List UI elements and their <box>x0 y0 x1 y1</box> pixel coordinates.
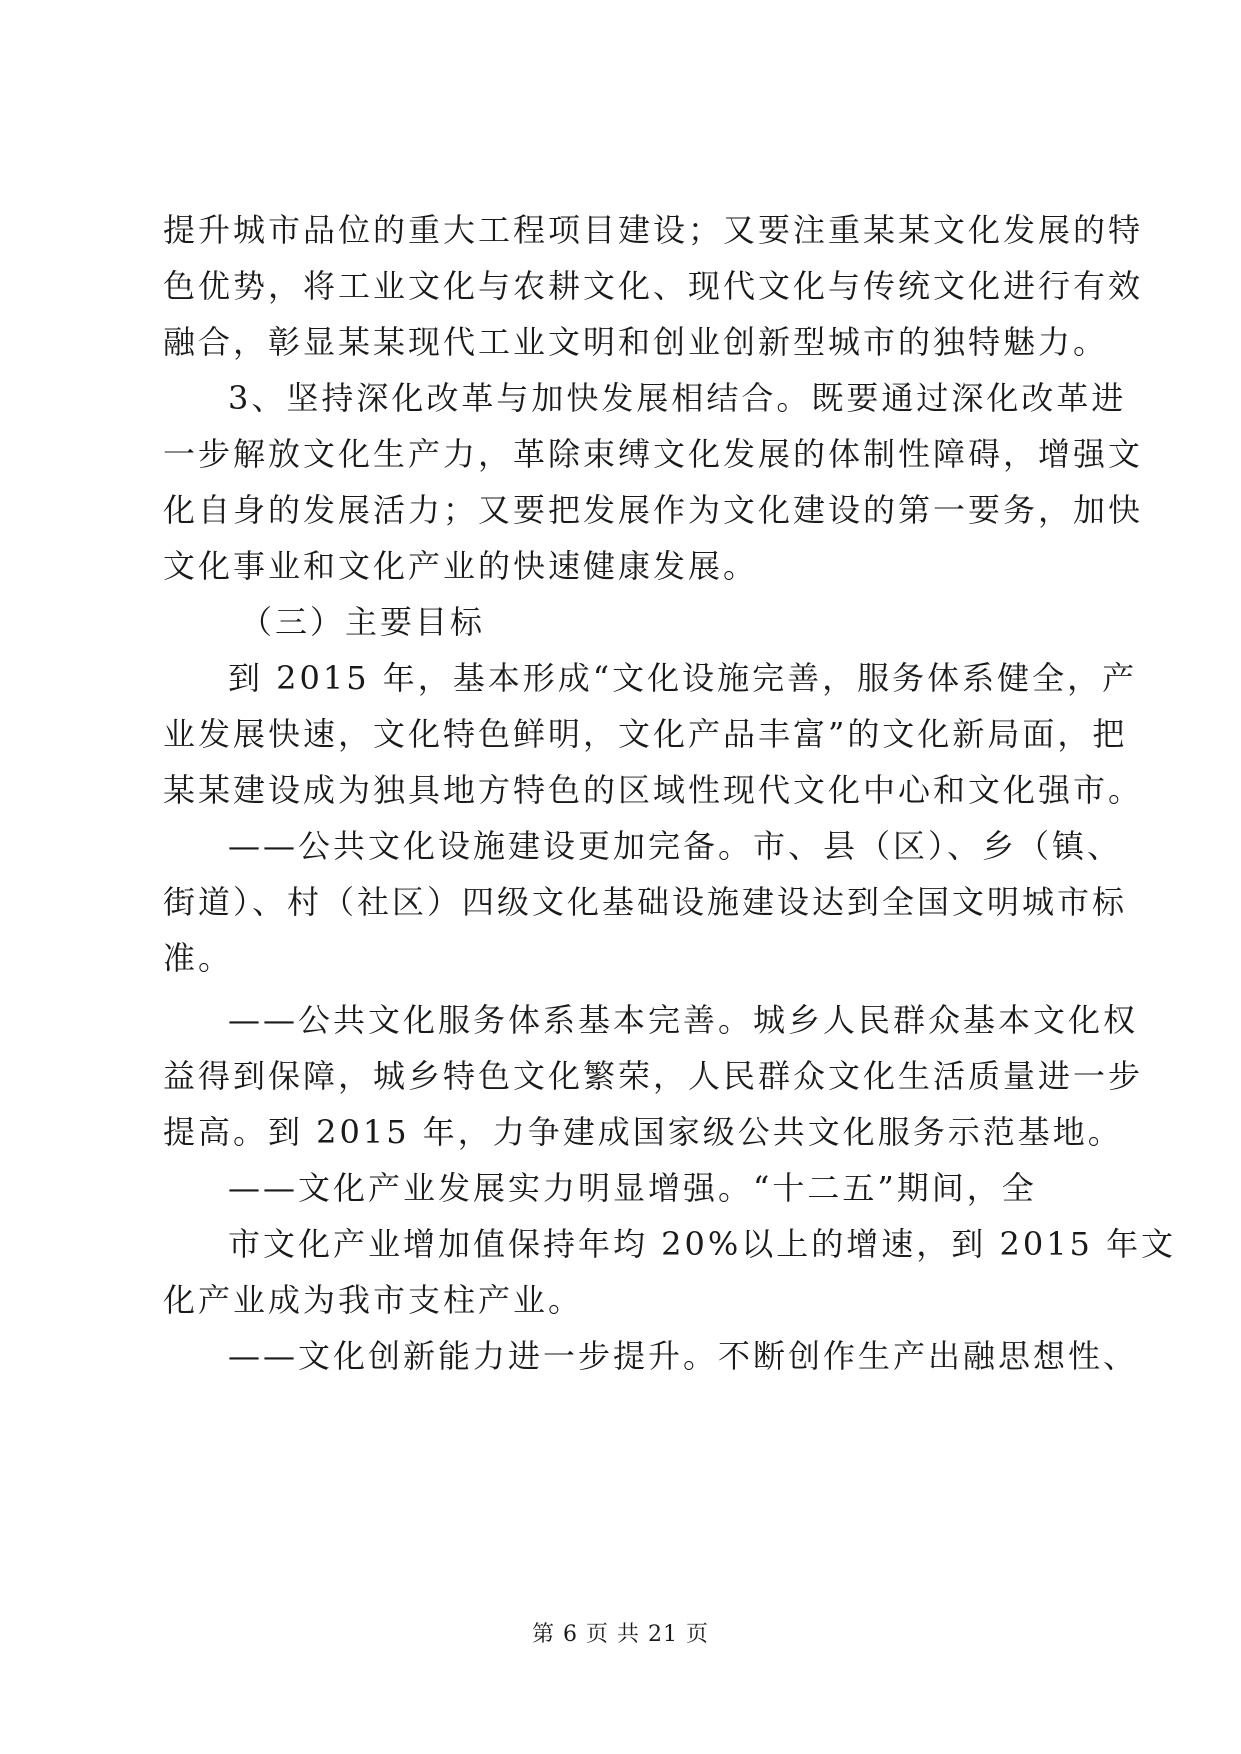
text-line: 业发展快速，文化特色鲜明，文化产品丰富”的文化新局面，把 <box>163 715 1128 753</box>
page-number: 第 6 页 共 21 页 <box>532 1622 709 1647</box>
text-line: 化产业成为我市支柱产业。 <box>163 1281 584 1319</box>
text-line: 市文化产业增加值保持年均 20%以上的增速，到 2015 年文 <box>228 1225 1177 1263</box>
text-line: 提升城市品位的重大工程项目建设；又要注重某某文化发展的特 <box>163 211 1144 249</box>
text-line: 3、坚持深化改革与加快发展相结合。既要通过深化改革进 <box>228 379 1127 417</box>
section-heading: （三）主要目标 <box>240 603 486 641</box>
text-line: 准。 <box>163 939 234 977</box>
text-line: 文化事业和文化产业的快速健康发展。 <box>163 547 759 585</box>
text-line: ——文化产业发展实力明显增强。“十二五”期间，全 <box>228 1169 1037 1207</box>
text-line: 化自身的发展活力；又要把发展作为文化建设的第一要务，加快 <box>163 491 1144 529</box>
text-line: 一步解放文化生产力，革除束缚文化发展的体制性障碍，增强文 <box>163 435 1144 473</box>
text-line: 色优势，将工业文化与农耕文化、现代文化与传统文化进行有效 <box>163 267 1144 305</box>
text-line: 街道）、村（社区）四级文化基础设施建设达到全国文明城市标 <box>163 883 1128 921</box>
text-line: 融合，彰显某某现代工业文明和创业创新型城市的独特魅力。 <box>163 323 1109 361</box>
text-line: ——公共文化设施建设更加完备。市、县（区）、乡（镇、 <box>228 827 1123 865</box>
text-line: 某某建设成为独具地方特色的区域性现代文化中心和文化强市。 <box>163 771 1144 809</box>
text-line: ——公共文化服务体系基本完善。城乡人民群众基本文化权 <box>228 1001 1139 1039</box>
text-line: 到 2015 年，基本形成“文化设施完善，服务体系健全，产 <box>228 659 1138 697</box>
text-line: 提高。到 2015 年，力争建成国家级公共文化服务示范基地。 <box>163 1113 1123 1151</box>
text-line: 益得到保障，城乡特色文化繁荣，人民群众文化生活质量进一步 <box>163 1057 1144 1095</box>
text-line: ——文化创新能力进一步提升。不断创作生产出融思想性、 <box>228 1337 1139 1375</box>
